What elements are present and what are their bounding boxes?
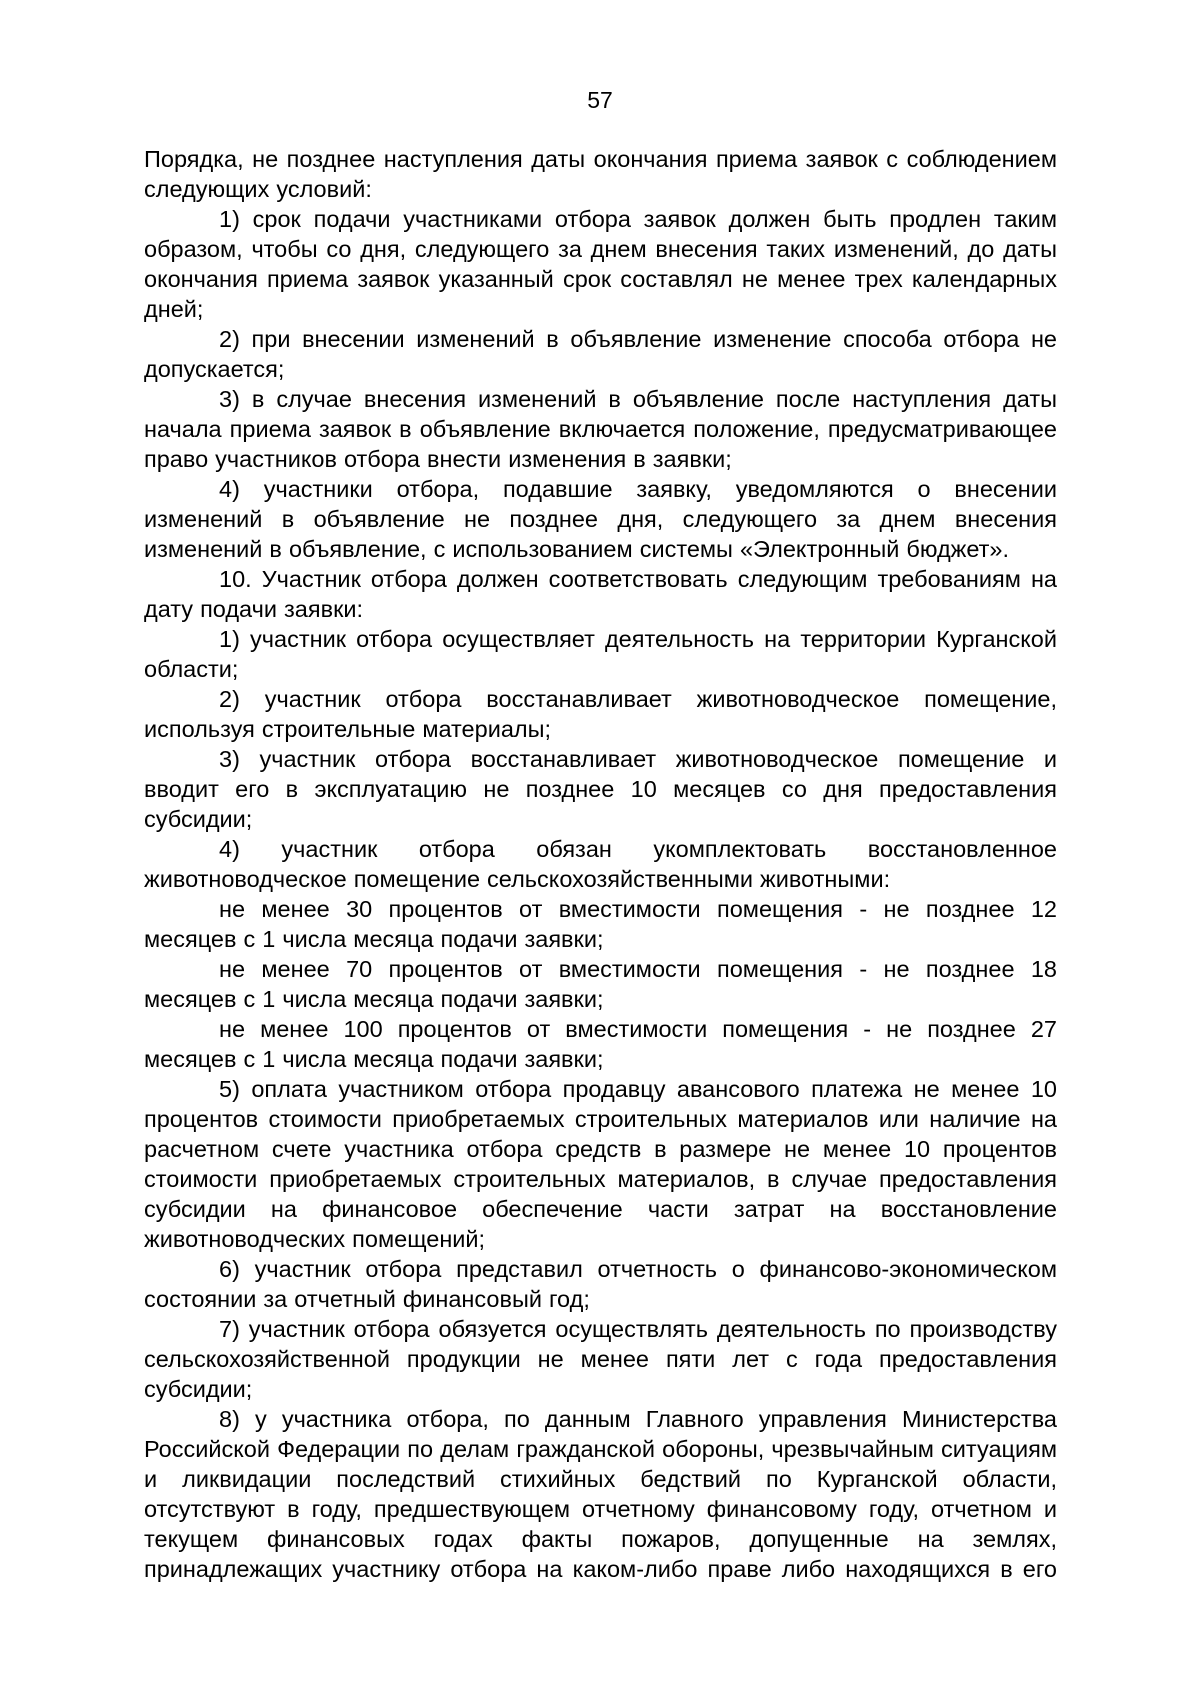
paragraph-condition-2: 2) при внесении изменений в объявление изменение способа отбора не допускается; [144, 326, 1057, 382]
paragraph-continuation: Порядка, не позднее наступления даты окончания приема заявок с соблюдением следующих условий: [144, 146, 1057, 202]
paragraph-occupancy-30: не менее 30 процентов от вместимости помещения - не позднее 12 месяцев с 1 числа месяца подачи заявки; [144, 896, 1057, 952]
paragraph-requirement-7: 7) участник отбора обязуется осуществлять деятельность по производству сельскохозяйственной продукции не менее пяти лет с года предоставления субсидии; [144, 1316, 1057, 1402]
paragraph-requirement-8: 8) у участника отбора, по данным Главного управления Министерства Российской Федерации по делам гражданской обороны, чрезвычайным ситуациям и ликвидации последствий стихийных бедствий по Курганской области, отсутствуют в году, предшествующем отчетному финансовому году, отчетном и текущем финансовых годах факты пожаров, допущенные на землях, принадлежащих участнику отбора на каком-либо праве либо находящихся в его [144, 1406, 1057, 1582]
paragraph-requirement-3: 3) участник отбора восстанавливает животноводческое помещение и вводит его в эксплуатацию не позднее 10 месяцев со дня предоставления субсидии; [144, 746, 1057, 832]
paragraph-occupancy-70: не менее 70 процентов от вместимости помещения - не позднее 18 месяцев с 1 числа месяца подачи заявки; [144, 956, 1057, 1012]
paragraph-requirement-4: 4) участник отбора обязан укомплектовать восстановленное животноводческое помещение сельскохозяйственными животными: [144, 836, 1057, 892]
paragraph-requirement-6: 6) участник отбора представил отчетность о финансово-экономическом состоянии за отчетный финансовый год; [144, 1256, 1057, 1312]
paragraph-condition-4: 4) участники отбора, подавшие заявку, уведомляются о внесении изменений в объявление не позднее дня, следующего за днем внесения изменений в объявление, с использованием системы «Электронный бюджет». [144, 476, 1057, 562]
paragraph-occupancy-100: не менее 100 процентов от вместимости помещения - не позднее 27 месяцев с 1 числа месяца подачи заявки; [144, 1016, 1057, 1072]
paragraph-section-10: 10. Участник отбора должен соответствовать следующим требованиям на дату подачи заявки: [144, 566, 1057, 622]
paragraph-requirement-1: 1) участник отбора осуществляет деятельность на территории Курганской области; [144, 626, 1057, 682]
page-number: 57 [587, 87, 613, 113]
paragraph-condition-3: 3) в случае внесения изменений в объявление после наступления даты начала приема заявок в объявление включается положение, предусматривающее право участников отбора внести изменения в заявки; [144, 386, 1057, 472]
paragraph-requirement-2: 2) участник отбора восстанавливает животноводческое помещение, используя строительные материалы; [144, 686, 1057, 742]
paragraph-condition-1: 1) срок подачи участниками отбора заявок должен быть продлен таким образом, чтобы со дня, следующего за днем внесения таких изменений, до даты окончания приема заявок указанный срок составлял не менее трех календарных дней; [144, 206, 1057, 322]
paragraph-requirement-5: 5) оплата участником отбора продавцу авансового платежа не менее 10 процентов стоимости приобретаемых строительных материалов или наличие на расчетном счете участника отбора средств в размере не менее 10 процентов стоимости приобретаемых строительных материалов, в случае предоставления субсидии на финансовое обеспечение части затрат на восстановление животноводческих помещений; [144, 1076, 1057, 1252]
document-body [144, 144, 1057, 1584]
